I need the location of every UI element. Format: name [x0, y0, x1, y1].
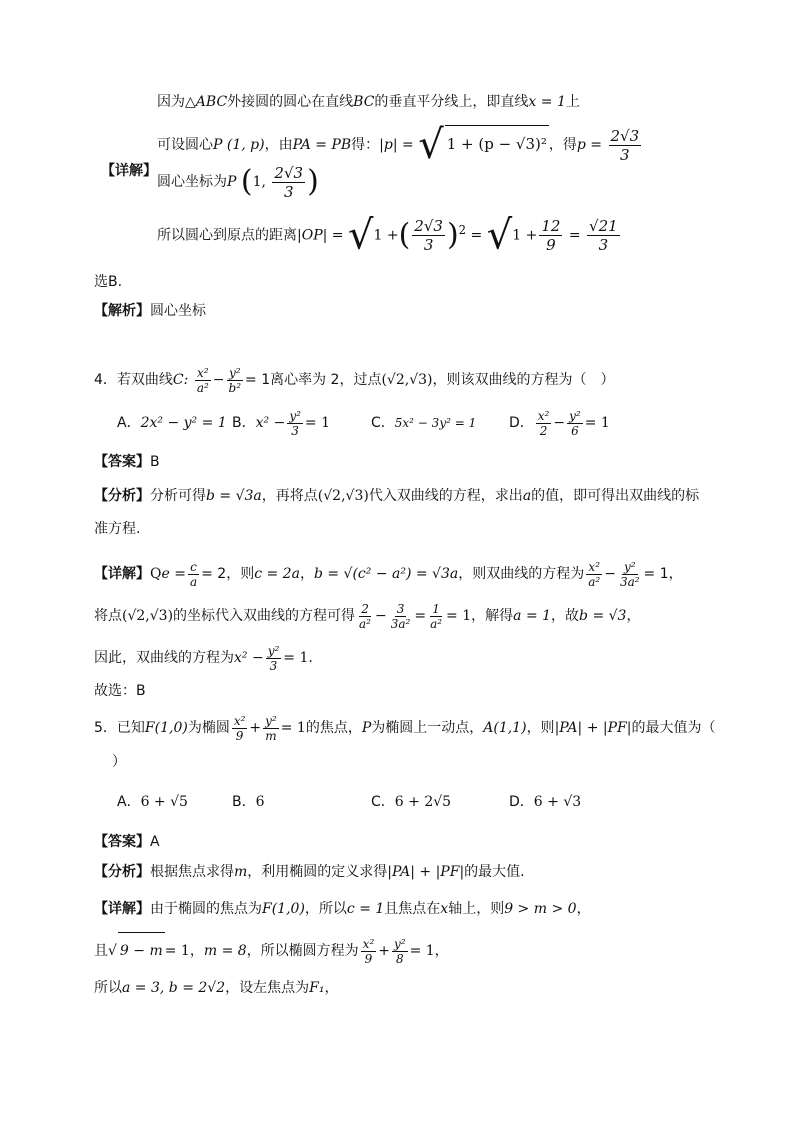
q5-option-d[interactable] — [509, 792, 581, 812]
analysis-tag: 【分析】 — [94, 488, 150, 504]
fraction — [539, 217, 562, 254]
math: 1, — [252, 174, 266, 190]
fraction: $\frac{\text{y²}}{6}$ — [569, 408, 581, 438]
math: x = 1 — [528, 94, 566, 110]
q4-analysis-1: 【分析】分析可得b = √3a，再将点(√2,√3)代入双曲线的方程，求出a的值，即可得出双曲线的标 — [94, 488, 700, 504]
fraction: $\frac{1}{\text{a²}}$ — [430, 601, 443, 631]
text: 的垂直平分线上，即直线 — [374, 94, 529, 110]
choose-b: 选B. — [94, 274, 123, 290]
numerator: 12 — [541, 217, 561, 236]
paren: ) — [307, 164, 319, 199]
q4-detail-3: 因此，双曲线的方程为x² − $\frac{\text{y²}}{3}$ = 1. — [94, 643, 313, 673]
fraction: $\frac{\text{x²}}{\text{a²}}$ — [588, 559, 601, 589]
text: 上 — [565, 94, 580, 110]
q5-detail-1: 【详解】由于椭圆的焦点为F(1,0)，所以c = 1且焦点在x轴上，则9 > m > 0， — [94, 901, 591, 917]
math: = — [568, 227, 581, 244]
text: 得： — [351, 137, 380, 153]
sqrt-sign: √ — [347, 212, 374, 259]
fraction: $\frac{c}{a}$ — [189, 559, 198, 589]
fraction: $\frac{\text{x²}}{2}$ — [537, 408, 550, 438]
math: ABC — [195, 94, 228, 110]
answer-tag: 【答案】 — [94, 454, 150, 470]
fraction: $\frac{\text{x²}}{9}$ — [362, 936, 375, 966]
analysis-tag: 【解析】 — [94, 303, 150, 319]
fraction: $\frac{\text{y²}}{3}$ — [267, 643, 280, 673]
denominator: 3 — [598, 236, 609, 255]
fraction — [609, 127, 642, 164]
math: P — [227, 174, 237, 190]
analysis-line — [94, 301, 206, 321]
math: p = — [576, 137, 603, 153]
text: 所以圆心到原点的距离 — [157, 227, 297, 244]
denominator: 3 — [423, 236, 434, 255]
option-label: B． — [232, 794, 256, 810]
q4-analysis-2: 准方程. — [94, 521, 141, 537]
fraction: $\frac{\text{x²}}{9}$ — [233, 713, 246, 743]
detail-tag: 【详解】 — [101, 163, 157, 179]
fraction — [412, 217, 445, 254]
text: ，由 — [264, 137, 293, 153]
detail-line-1 — [157, 92, 580, 112]
paren: ) — [446, 217, 459, 253]
math: C: — [172, 372, 189, 388]
option-text: 6 — [255, 794, 265, 810]
q4-stem: 4．若双曲线C: $\frac{\text{x²}}{\text{a²}}$ − $\frac{\text{y²}}{\text{b²}}$ = 1离心率为 2，过点(√2,√3)，则该双曲线的方程为（ ） — [94, 365, 615, 395]
math: PA = PB — [292, 137, 352, 153]
q5-stem: 5．已知F(1,0)为椭圆 $\frac{\text{x²}}{9}$ + $\frac{\text{y²}}{m}$ = 1的焦点，P为椭圆上一动点，A(1,1)，则|PA| + |PF|的最大值为（ — [94, 713, 716, 743]
q4-option-c[interactable] — [371, 406, 476, 440]
option-text: 2x² − y² = 1 — [140, 415, 227, 431]
fraction — [587, 217, 620, 254]
q4-answer — [94, 452, 160, 472]
text: = 1离心率为 2，过点 — [245, 372, 382, 388]
math: |OP| = — [297, 227, 344, 244]
q5-detail-2: 且√ 9 − m = 1，m = 8，所以椭圆方程为 $\frac{\text{x²}}{9}$ + $\frac{\text{y²}}{8}$ = 1， — [94, 932, 449, 969]
answer-tag: 【答案】 — [94, 834, 150, 850]
text: ，得 — [548, 137, 577, 153]
q5-answer — [94, 832, 160, 852]
paren: ( — [240, 164, 253, 199]
option-text: = 1 — [584, 415, 610, 431]
numerator: 2√3 — [610, 126, 640, 145]
option-label: B． — [232, 415, 256, 431]
text: 可设圆心 — [157, 137, 213, 153]
q4-detail-4: 故选：B — [94, 683, 146, 699]
fraction: $\frac{\text{y²}}{m}$ — [265, 713, 277, 743]
fraction: $\frac{2}{\text{a²}}$ — [359, 601, 371, 631]
math: BC — [353, 94, 375, 110]
option-label: C． — [371, 794, 395, 810]
option-text: x² − — [255, 415, 286, 431]
q5-option-c[interactable] — [371, 792, 451, 812]
option-text: 5x² − 3y² = 1 — [394, 416, 477, 430]
option-text: 6 + 2√5 — [394, 794, 452, 810]
fraction: $\frac{3}{\text{3a²}}$ — [390, 601, 411, 631]
detail-line-3 — [157, 162, 319, 202]
option-label: A． — [117, 794, 141, 810]
paren: ( — [398, 217, 411, 253]
fraction: $\frac{\text{y²}}{\text{3a²}}$ — [619, 559, 640, 589]
text: 因为△ — [157, 94, 196, 110]
q5-option-a[interactable] — [117, 792, 188, 812]
text: 4．若双曲线 — [94, 372, 173, 388]
fraction: $\frac{\text{y²}}{3}$ — [289, 408, 301, 438]
analysis-tag: 【分析】 — [94, 864, 150, 880]
math: 1 + (p − √3)² — [445, 125, 549, 162]
fraction — [272, 164, 305, 201]
detail-line-2 — [157, 122, 643, 168]
q4-option-b[interactable] — [232, 406, 330, 440]
q4-option-a[interactable] — [117, 406, 227, 440]
math: (√2,√3) — [381, 372, 433, 388]
sqrt-sign: √ — [418, 122, 444, 168]
q5-stem-close: ） — [112, 754, 126, 770]
math: 1 + — [512, 227, 538, 244]
numerator: √21 — [589, 217, 618, 236]
fraction: $\frac{\text{y²}}{8}$ — [393, 936, 406, 966]
text: 圆心坐标为 — [157, 174, 227, 190]
option-label: D． — [509, 794, 534, 810]
math: = — [470, 227, 483, 244]
numerator: 2√3 — [274, 163, 304, 182]
option-text: 6 + √3 — [533, 794, 582, 810]
denominator: 3 — [620, 145, 630, 164]
fraction: $\frac{\text{x²}}{\text{a²}}$ — [196, 365, 209, 395]
option-text: = 1 — [304, 415, 330, 431]
option-label: A． — [117, 415, 141, 431]
q5-detail-3: 所以a = 3, b = 2√2，设左焦点为F₁， — [94, 980, 339, 996]
q5-option-b[interactable] — [232, 792, 265, 812]
detail-tag: 【详解】 — [94, 566, 150, 582]
answer-value: A — [150, 834, 160, 850]
detail-line-4: 所以圆心到原点的距离|OP| = √1 +( $\frac{2√3}{3}$ )$^2$ = √1 + $\frac{12}{9}$ = $\frac{√21}{3}$ — [157, 212, 618, 259]
answer-value: B — [150, 454, 160, 470]
denominator: 3 — [283, 182, 294, 201]
numerator: 2√3 — [414, 217, 443, 236]
sqrt-sign: √ — [486, 212, 513, 259]
q5-analysis: 【分析】根据焦点求得m，利用椭圆的定义求得|PA| + |PF|的最大值. — [94, 864, 525, 880]
q4-detail-2: 将点(√2,√3)的坐标代入双曲线的方程可得 $\frac{2}{\text{a²}}$ − $\frac{3}{\text{3a²}}$ = $\frac{1}{\text{a²}}$ = 1，解得a = 1，故b = √3， — [94, 601, 641, 631]
fraction: $\frac{\text{y²}}{\text{b²}}$ — [228, 365, 242, 395]
text: 外接圆的圆心在直线 — [227, 94, 354, 110]
text: ，则该双曲线的方程为（ ） — [432, 372, 615, 388]
math: 1 + — [373, 227, 399, 244]
math: P (1, p) — [213, 137, 265, 153]
q4-option-d[interactable]: D． $\frac{\text{x²}}{2}$ − $\frac{\text{y²}}{6}$ = 1 — [509, 408, 610, 438]
denominator: 9 — [546, 236, 556, 255]
q4-detail-1: 【详解】Qe = $\frac{c}{a}$ = 2，则c = 2a，b = √(c² − a²) = √3a，则双曲线的方程为 $\frac{\text{x²}}{\text{a²}}$ − $\frac{\text{y²}}{\text{3a²}}$ = 1， — [94, 559, 683, 589]
option-text: 6 + √5 — [140, 794, 188, 810]
option-label: C． — [371, 415, 395, 431]
option-label: D． — [509, 415, 534, 431]
math: |p| = — [379, 137, 414, 153]
analysis-text: 圆心坐标 — [150, 303, 206, 319]
detail-tag: 【详解】 — [94, 901, 150, 917]
